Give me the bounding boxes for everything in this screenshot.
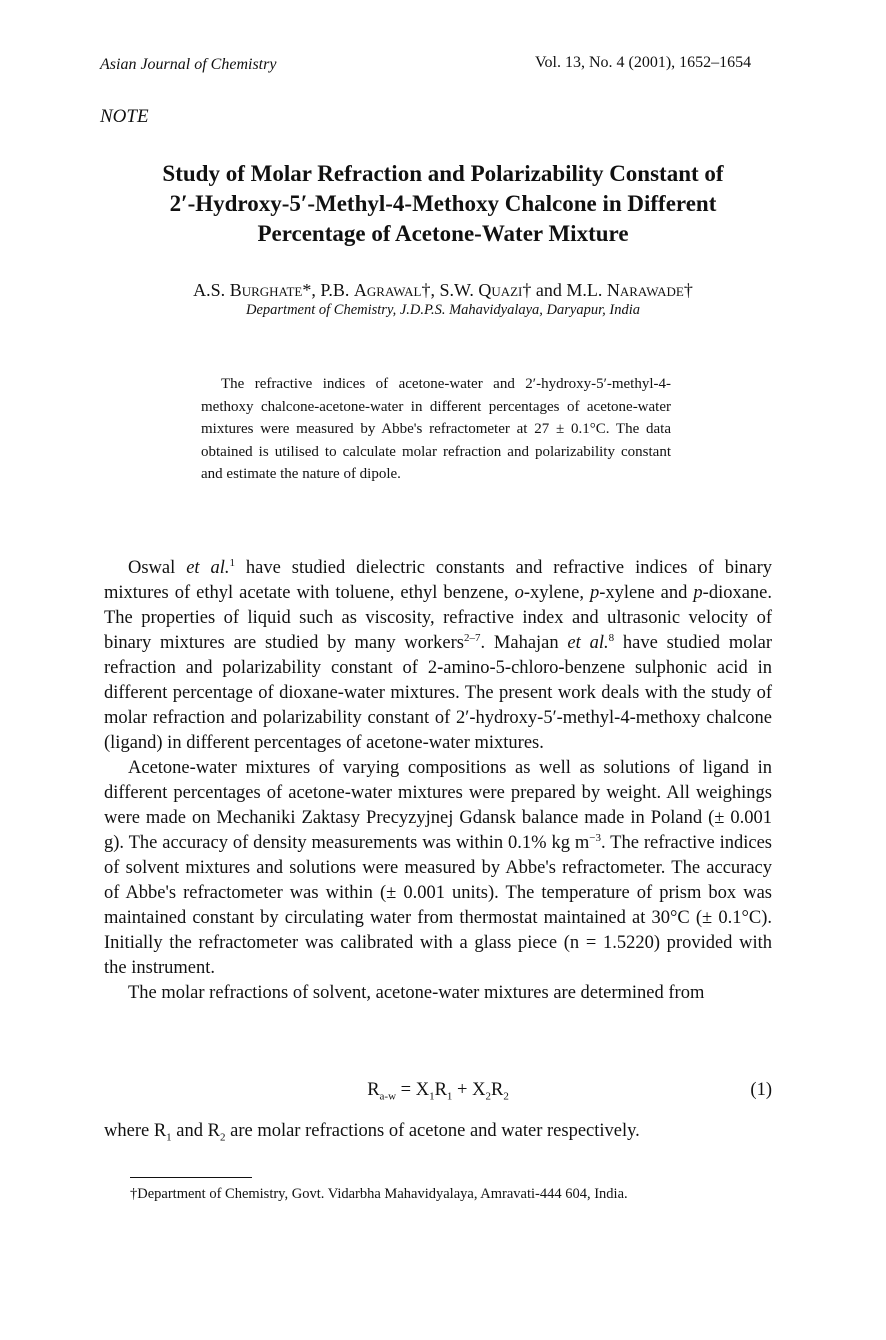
equation-body: $R_{a-w} = X_1R_1 + X_2R_2$ bbox=[367, 1080, 509, 1103]
section-label: NOTE bbox=[100, 106, 149, 127]
volume-info: Vol. 13, No. 4 (2001), 1652–1654 bbox=[535, 54, 752, 71]
author-4-surname: Narawade bbox=[606, 280, 684, 300]
author-2-mark: †, bbox=[421, 280, 440, 300]
author-2-surname: Agrawal bbox=[353, 280, 422, 300]
author-1-initials: A.S. bbox=[193, 280, 230, 300]
author-3-initials: S.W. bbox=[439, 280, 479, 300]
journal-name: Asian Journal of Chemistry bbox=[100, 56, 277, 73]
title-line-1: Study of Molar Refraction and Polarizability Constant of bbox=[162, 161, 724, 186]
affiliation: Department of Chemistry, J.D.P.S. Mahavidyalaya, Daryapur, India bbox=[245, 302, 640, 318]
abstract bbox=[201, 373, 671, 486]
author-4-mark: † bbox=[683, 280, 693, 300]
equation-number: (1) bbox=[750, 1080, 772, 1100]
paragraph-1: Oswal et al.$^1$ have studied dielectric constants and refractive indices of binary mixtures of ethyl acetate with toluene, ethyl benzene, o-xylene, p-xylene and p-dioxane. The properties of liquid such as viscosity, refractive index and ultrasonic velocity of binary mixtures are studied by many workers$^{2-7}$. Mahajan et al.$^8$ have studied molar refraction and polarizability constant of 2-amino-5-chloro-benzene sulphonic acid in different percentage of dioxane-water mixtures. The present work deals with the study of molar refraction and polarizability constant of 2′-hydroxy-5′-methyl-4-methoxy chalcone (ligand) in different percentages of acetone-water mixtures. bbox=[104, 556, 773, 753]
reference-1: 1 bbox=[229, 556, 235, 569]
author-3-surname: Quazi bbox=[478, 280, 523, 300]
author-4-initials: M.L. bbox=[566, 280, 607, 300]
paragraph-4: where $R_1$ and $R_2$ are molar refractions of acetone and water respectively. bbox=[104, 1121, 640, 1144]
reference-2-7: 2–7 bbox=[463, 631, 481, 644]
author-list bbox=[100, 280, 786, 301]
author-3-mark: † and bbox=[522, 280, 567, 300]
footnote: †Department of Chemistry, Govt. Vidarbha Mahavidyalaya, Amravati-444 604, India. bbox=[130, 1186, 628, 1202]
reference-8: 8 bbox=[608, 631, 615, 644]
footnote-divider bbox=[130, 1177, 252, 1178]
author-1-mark: *, bbox=[302, 280, 321, 300]
author-1-surname: Burghate bbox=[229, 280, 303, 300]
title-line-3: Percentage of Acetone-Water Mixture bbox=[257, 221, 629, 246]
title-line-2: 2′-Hydroxy-5′-Methyl-4-Methoxy Chalcone in Different bbox=[169, 191, 717, 216]
body-text bbox=[104, 556, 772, 1006]
paper-title bbox=[100, 159, 786, 249]
author-2-initials: P.B. bbox=[320, 280, 354, 300]
paragraph-2: Acetone-water mixtures of varying compositions as well as solutions of ligand in different percentages of acetone-water mixtures were prepared by weight. All weighings were made on Mechaniki Zaktasy Precyzyjnej Gdansk balance made in Poland (± 0.001 g). The accuracy of density measurements was within 0.1% kg $m^{-3}$. The refractive indices of solvent mixtures and solutions were measured by Abbe's refractometer. The accuracy of Abbe's refractometer was within (± 0.001 units). The temperature of prism box was maintained constant by circulating water from thermostat maintained at 30°C (± 0.1°C). Initially the refractometer was calibrated with a glass piece (n = 1.5220) provided with the instrument. bbox=[104, 758, 772, 978]
abstract-text: The refractive indices of acetone-water and 2′-hydroxy-5′-methyl-4-methoxy chalcone-acetone-water in different percentages of acetone-water mixtures were measured by Abbe's refractometer at 27 ± 0.1°C. The data obtained is utilised to calculate molar refraction and polarizability constant and estimate the nature of dipole. bbox=[201, 376, 671, 482]
paragraph-3: The molar refractions of solvent, acetone-water mixtures are determined from bbox=[128, 983, 705, 1003]
